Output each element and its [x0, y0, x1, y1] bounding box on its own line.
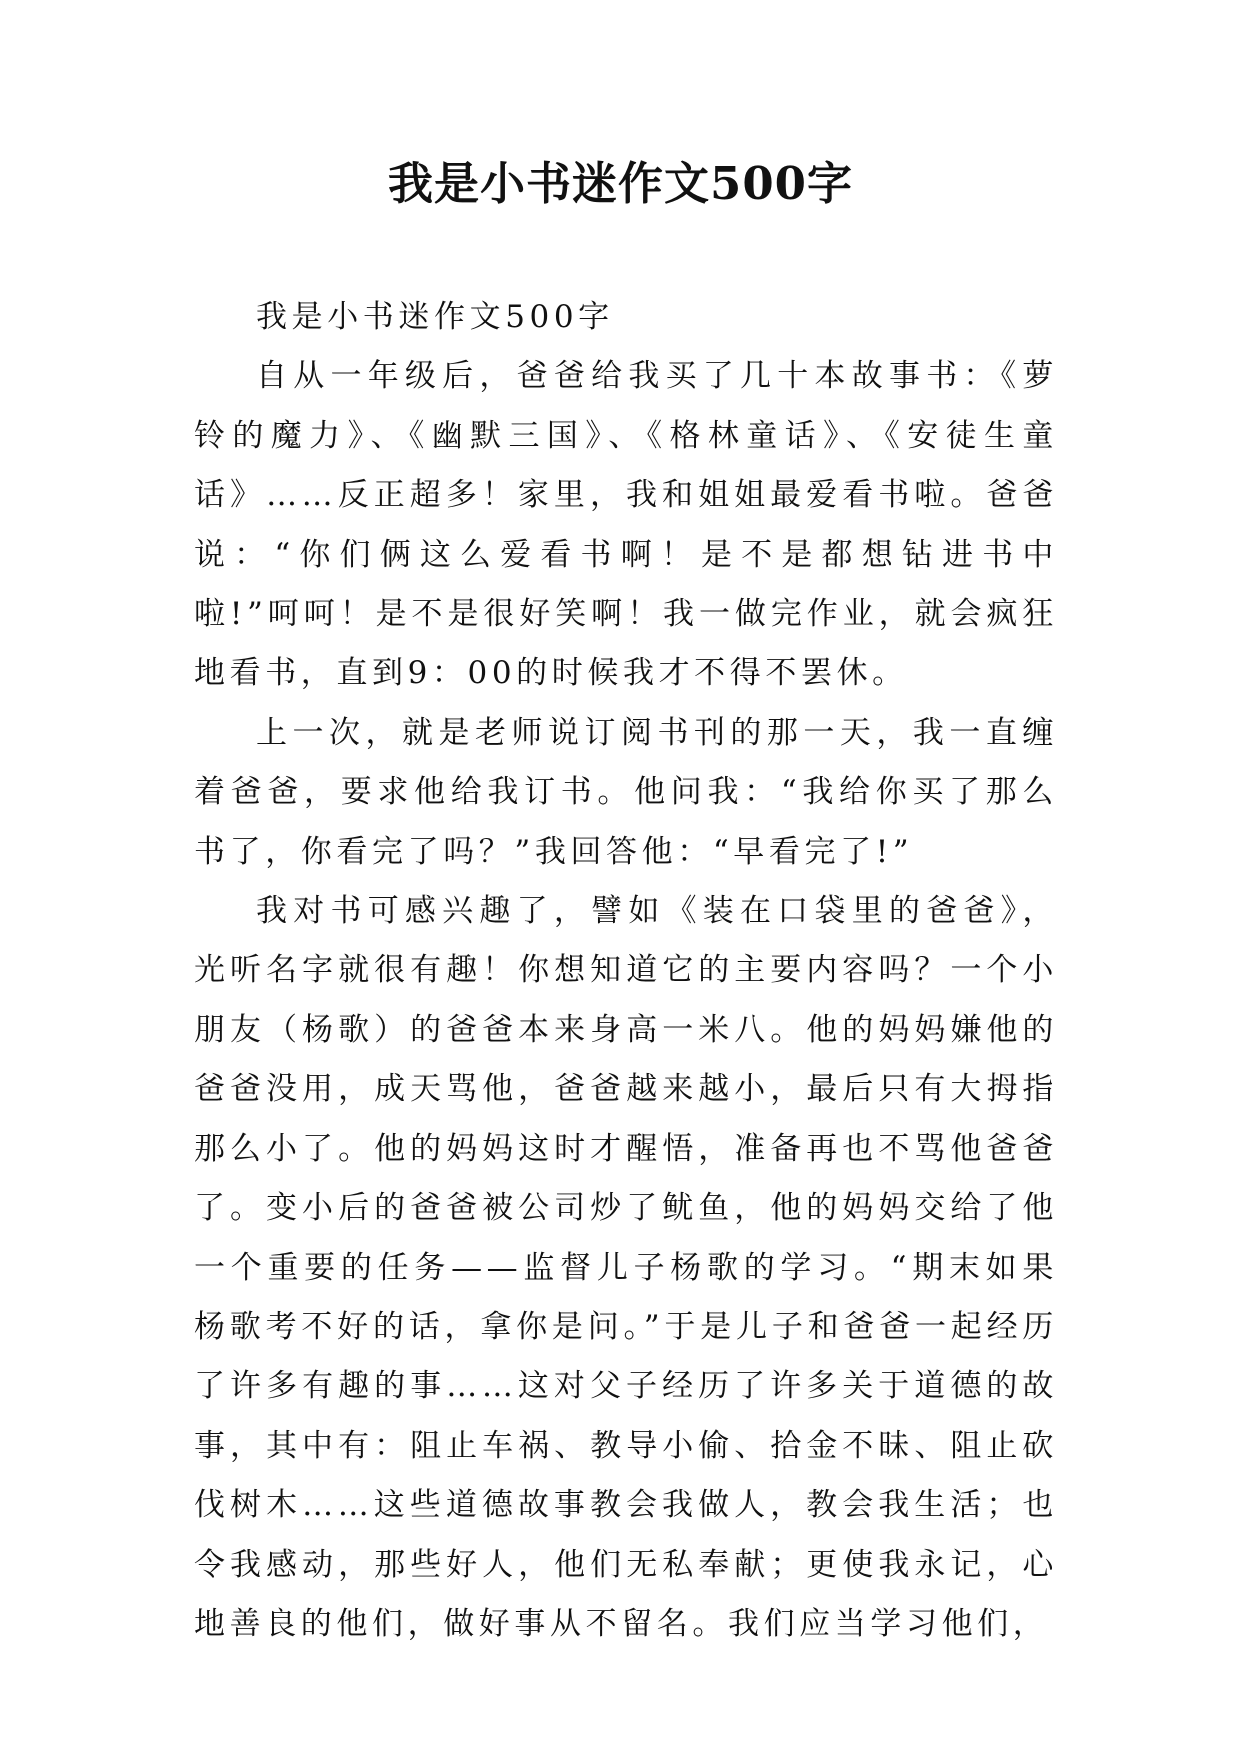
paragraph-3: 我对书可感兴趣了，譬如《装在口袋里的爸爸》，光听名字就很有趣！你想知道它的主要内容吗？一个小朋友（杨歌）的爸爸本来身高一米八。他的妈妈嫌他的爸爸没用，成天骂他，爸爸越来越小，最后只有大拇指那么小了。他的妈妈这时才醒悟，准备再也不骂他爸爸了。变小后的爸爸被公司炒了鱿鱼，他的妈妈交给了他一个重要的任务——监督儿子杨歌的学习。“期末如果杨歌考不好的话，拿你是问。”于是儿子和爸爸一起经历了许多有趣的事……这对父子经历了许多关于道德的故事，其中有：阻止车祸、教导小偷、拾金不昧、阻止砍伐树木……这些道德故事教会我做人，教会我生活；也令我感动，那些好人，他们无私奉献；更使我永记，心地善良的他们，做好事从不留名。我们应当学习他们， — [194, 893, 1058, 1642]
document-title: 我是小书迷作文500字 — [388, 157, 853, 210]
paragraph-2: 上一次，就是老师说订阅书刊的那一天，我一直缠着爸爸，要求他给我订书。他问我：“我给你买了那么书了，你看完了吗？”我回答他：“早看完了!” — [194, 714, 1058, 870]
paragraph-1: 自从一年级后，爸爸给我买了几十本故事书：《萝铃的魔力》、《幽默三国》、《格林童话》、《安徒生童话》……反正超多！家里，我和姐姐最爱看书啦。爸爸说：“你们俩这么爱看书啊！是不是都想钻进书中啦!”呵呵！是不是很好笑啊！我一做完作业，就会疯狂地看书，直到9：00的时候我才不得不罢休。 — [194, 358, 1058, 692]
paragraph-subtitle: 我是小书迷作文500字 — [256, 299, 614, 335]
document-body — [194, 288, 1058, 1654]
